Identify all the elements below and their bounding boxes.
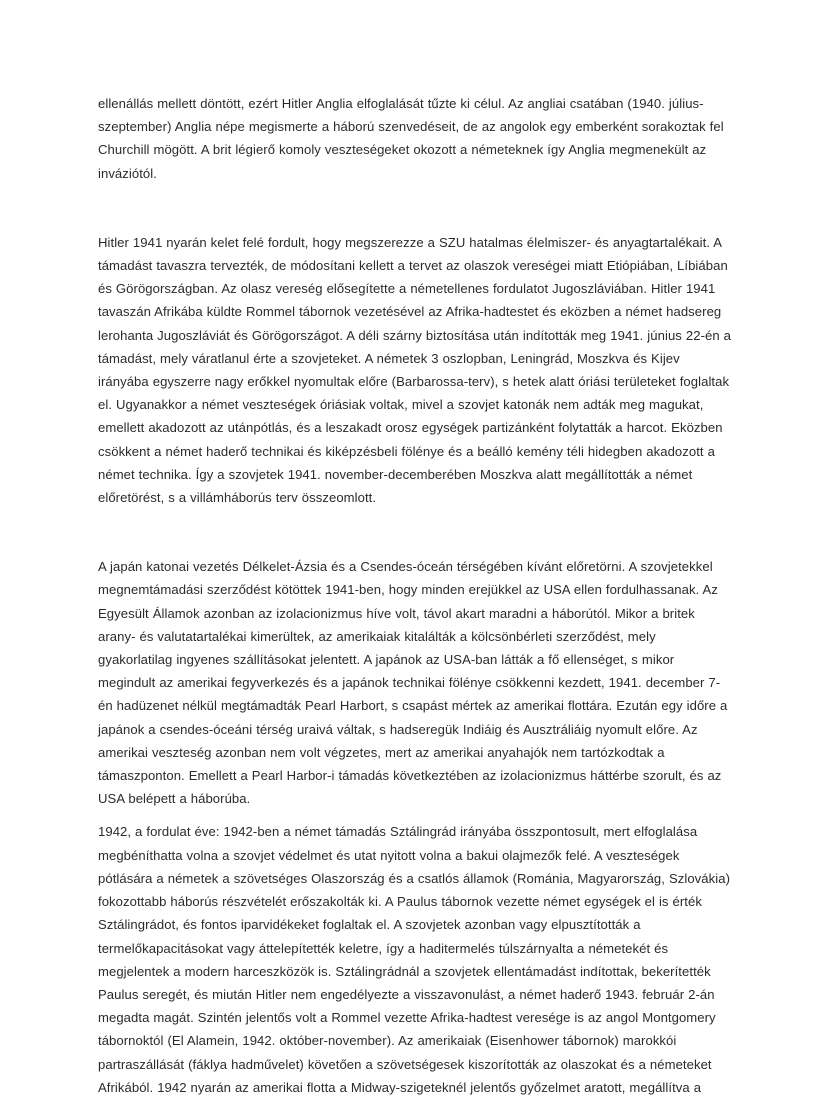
paragraph-1942-turning-point: 1942, a fordulat éve: 1942-ben a német támadás Sztálingrád irányába összpontosult, mert elfoglalása megbéníthatta volna a szovjet védelmet és utat nyitott volna a bakui olajmezők felé. A veszteségek pótlására a németek a szövetséges Olaszország és a csatlós államok (Románia, Magyarország, Szlovákia) fokozottabb háborús részvételét erőszakolták ki. A Paulus tábornok vezette német egységek el is érték Sztálingrádot, és fontos iparvidékeket foglaltak el. A szovjetek azonban vagy elpusztították a termelőkapacitásokat vagy áttelepítették keletre, így a haditermelés túlszárnyalta a németekét és megjelentek a modern harceszközök is. Sztálingrádnál a szovjetek ellentámadást indítottak, bekerítették Paulus seregét, és miután Hitler nem engedélyezte a visszavonulást, a német haderő 1943. február 2-án megadta magát. Szintén jelentős volt a Rommel vezette Afrika-hadtest veresége is az angol Montgomery tábornoktól (El Alamein, 1942. október-november). Az amerikaiak (Eisenhower tábornok) marokkói partraszállását (fáklya hadművelet) követően a szövetségesek kiszorították az olaszokat és a németeket Afrikából. 1942 nyarán az amerikai flotta a Midway-szigeteknél jelentős győzelmet aratott, megállítva a <box>98 824 730 1095</box>
document-text-body <box>98 92 731 1099</box>
paragraph-britain-battle: ellenállás mellett döntött, ezért Hitler Anglia elfoglalását tűzte ki célul. Az angliai csatában (1940. július-szeptember) Anglia népe megismerte a háború szenvedéseit, de az angolok egy emberként sorakoztak fel Churchill mögött. A brit légierő komoly veszteségeket okozott a németeknek így Anglia megmenekült az inváziótól. <box>98 96 724 181</box>
paragraph-barbarossa: Hitler 1941 nyarán kelet felé fordult, hogy megszerezze a SZU hatalmas élelmiszer- és anyagtartalékait. A támadást tavaszra tervezték, de módosítani kellett a tervet az olaszok vereségei miatt Etiópiában, Líbiában és Görögországban. Az olasz vereség elősegítette a németellenes fordulatot Jugoszláviában. Hitler 1941 tavaszán Afrikába küldte Rommel tábornok vezetésével az Afrika-hadtestet és eközben a német hadsereg lerohanta Jugoszláviát és Görögországot. A déli szárny biztosítása után indították meg 1941. június 22-én a támadást, mely váratlanul érte a szovjeteket. A németek 3 oszlopban, Leningrád, Moszkva és Kijev irányába egyszerre nagy erőkkel nyomultak előre (Barbarossa-terv), s hetek alatt óriási területeket foglaltak el. Ugyanakkor a német veszteségek óriásiak voltak, mivel a szovjet katonák nem adták meg magukat, emellett akadozott az utánpótlás, és a leszakadt orosz egységek partizánként folytatták a harcot. Eközben csökkent a német haderő technikai és kiképzésbeli fölénye és a beálló kemény téli hidegben akadozott a német technika. Így a szovjetek 1941. november-decemberében Moszkva alatt megállították a német előretörést, s a villámháborús terv összeomlott. <box>98 234 732 506</box>
paragraph-japan-pearl-harbor: A japán katonai vezetés Délkelet-Ázsia és a Csendes-óceán térségében kívánt előretörni. A szovjetekkel megnemtámadási szerződést kötöttek 1941-ben, hogy minden erejükkel az USA ellen fordulhassanak. Az Egyesült Államok azonban az izolacionizmus híve volt, távol akart maradni a háborútól. Mikor a britek arany- és valutatartalékai kimerültek, az amerikaiak kitalálták a kölcsönbérleti szerződést, mely gyakorlatilag ingyenes szállításokat jelentett. A japánok az USA-ban látták a fő ellenséget, s mikor megindult az amerikai fegyverkezés és a japánok technikai fölénye csökkenni kezdett, 1941. december 7-én hadüzenet nélkül megtámadták Pearl Harbort, s csapást mértek az amerikai flottára. Ezután egy időre a japánok a csendes-óceáni térség uraivá váltak, s hadseregük Indiáig és Ausztráliáig nyomult előre. Az amerikai veszteség azonban nem volt végzetes, mert az amerikai anyahajók nem tartózkodtak a támaszponton. Emellett a Pearl Harbor-i támadás következtében az izolacionizmus háttérbe szorult, és az USA belépett a háborúba. <box>98 559 728 807</box>
